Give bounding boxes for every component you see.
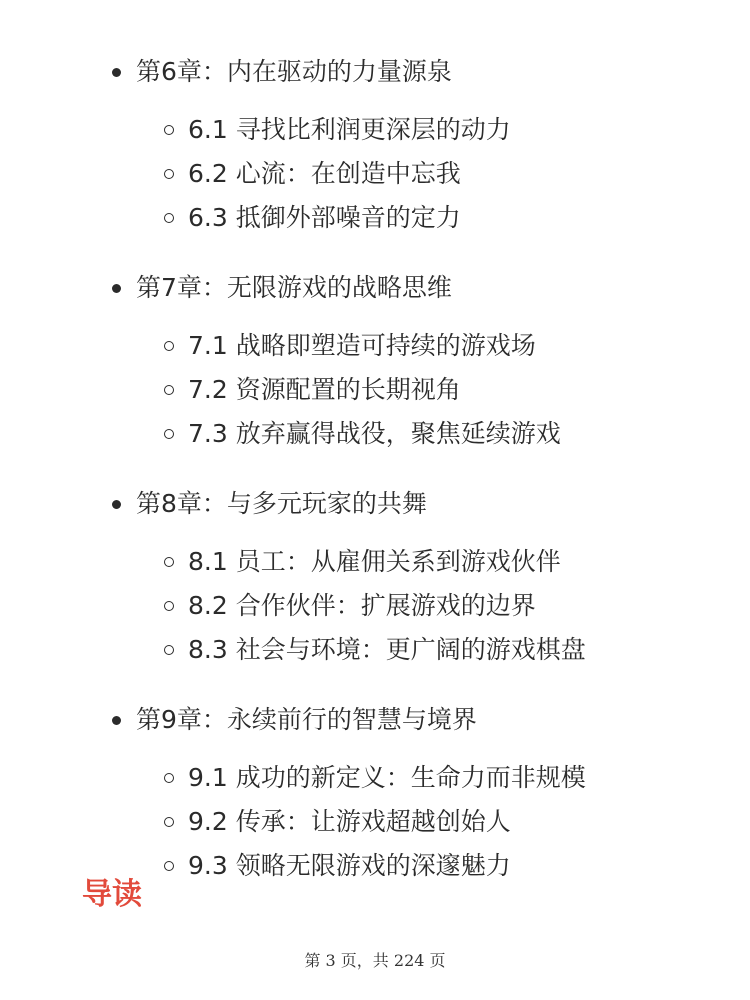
chapter-7 [110, 266, 730, 456]
list-item [164, 368, 730, 412]
circle-bullet-icon [164, 385, 174, 395]
list-item [164, 844, 730, 888]
list-item [164, 152, 730, 196]
list-item [164, 324, 730, 368]
section-title: 7.2 资源配置的长期视角 [188, 375, 461, 404]
circle-bullet-icon [164, 645, 174, 655]
section-title: 7.1 战略即塑造可持续的游戏场 [188, 331, 536, 360]
circle-bullet-icon [164, 601, 174, 611]
section-title: 8.2 合作伙伴：扩展游戏的边界 [188, 591, 536, 620]
circle-bullet-icon [164, 429, 174, 439]
list-item [164, 196, 730, 240]
circle-bullet-icon [164, 125, 174, 135]
section-heading: 导读 [82, 877, 142, 912]
chapter-title [110, 50, 730, 94]
bullet-icon [112, 284, 121, 293]
circle-bullet-icon [164, 341, 174, 351]
section-title: 6.3 抵御外部噪音的定力 [188, 203, 461, 232]
circle-bullet-icon [164, 213, 174, 223]
section-title: 6.1 寻找比利润更深层的动力 [188, 115, 511, 144]
chapter-8 [110, 482, 730, 672]
list-item [164, 540, 730, 584]
list-item [164, 756, 730, 800]
section-list [110, 324, 730, 456]
bullet-icon [112, 500, 121, 509]
circle-bullet-icon [164, 817, 174, 827]
section-title: 6.2 心流：在创造中忘我 [188, 159, 461, 188]
circle-bullet-icon [164, 861, 174, 871]
table-of-contents [110, 50, 730, 914]
bullet-icon [112, 68, 121, 77]
chapter-title-text: 第8章：与多元玩家的共舞 [136, 489, 427, 518]
section-title: 9.3 领略无限游戏的深邃魅力 [188, 851, 511, 880]
bullet-icon [112, 716, 121, 725]
section-list [110, 756, 730, 888]
list-item [164, 584, 730, 628]
chapter-title-text: 第9章：永续前行的智慧与境界 [136, 705, 477, 734]
chapter-9 [110, 698, 730, 888]
list-item [164, 412, 730, 456]
list-item [164, 800, 730, 844]
chapter-6 [110, 50, 730, 240]
chapter-title-text: 第6章：内在驱动的力量源泉 [136, 57, 452, 86]
section-title: 9.2 传承：让游戏超越创始人 [188, 807, 511, 836]
section-title: 8.3 社会与环境：更广阔的游戏棋盘 [188, 635, 586, 664]
list-item [164, 108, 730, 152]
section-list [110, 108, 730, 240]
circle-bullet-icon [164, 169, 174, 179]
chapter-title [110, 482, 730, 526]
section-title: 7.3 放弃赢得战役，聚焦延续游戏 [188, 419, 561, 448]
section-list [110, 540, 730, 672]
section-title: 9.1 成功的新定义：生命力而非规模 [188, 763, 586, 792]
chapter-title [110, 698, 730, 742]
section-title: 8.1 员工：从雇佣关系到游戏伙伴 [188, 547, 561, 576]
page-footer: 第 3 页，共 224 页 [304, 951, 446, 970]
chapter-title [110, 266, 730, 310]
chapter-title-text: 第7章：无限游戏的战略思维 [136, 273, 452, 302]
list-item [164, 628, 730, 672]
circle-bullet-icon [164, 557, 174, 567]
circle-bullet-icon [164, 773, 174, 783]
